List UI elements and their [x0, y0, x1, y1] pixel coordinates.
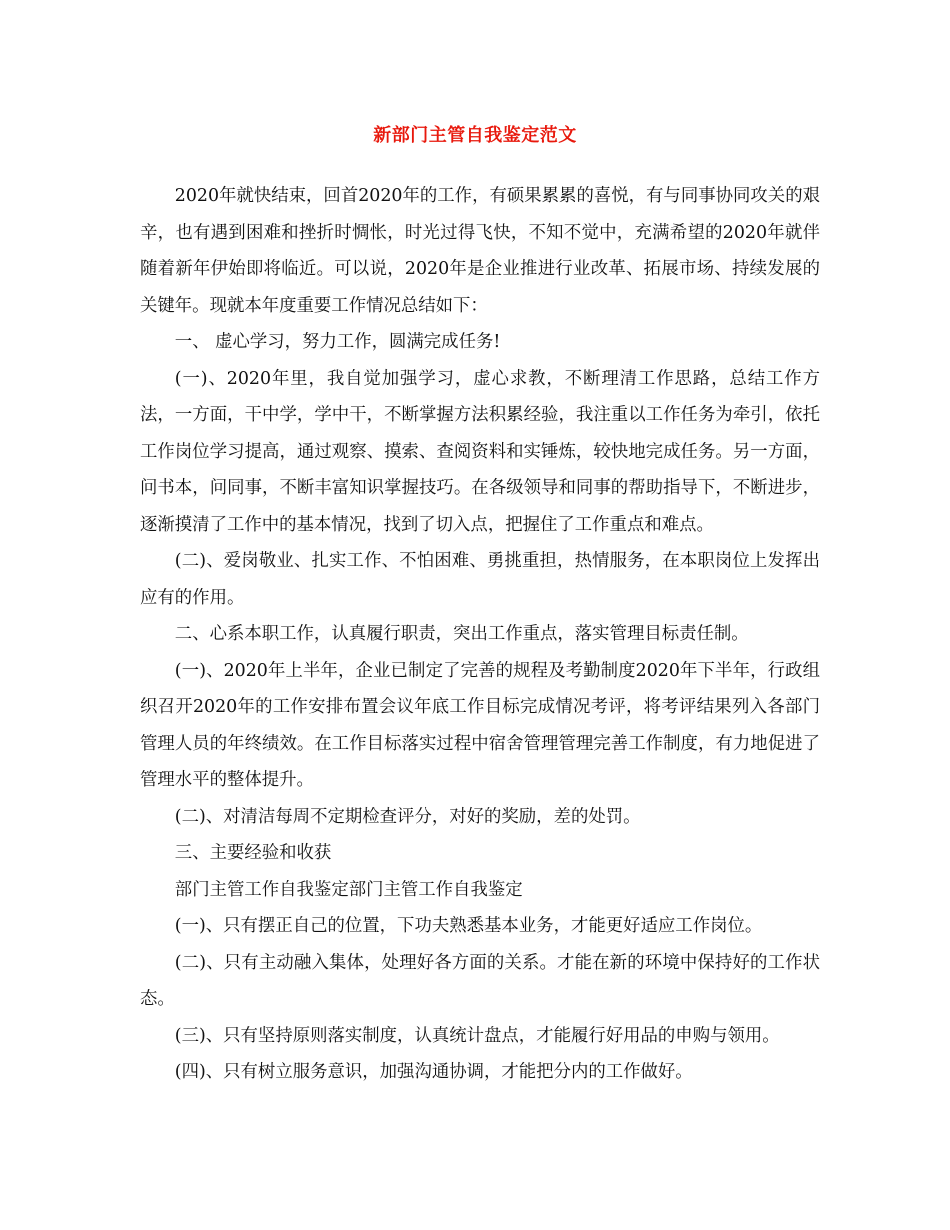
paragraph-intro: 2020年就快结束，回首2020年的工作，有硕果累累的喜悦，有与同事协同攻关的艰辛，也有遇到困难和挫折时惆怅，时光过得飞快，不知不觉中，充满希望的2020年就伴随着新年伊始即将临近。可以说，2020年是企业推进行业改革、拓展市场、持续发展的关键年。现就本年度重要工作情况总结如下： [140, 186, 820, 316]
paragraph-3-3: (三)、只有坚持原则落实制度，认真统计盘点，才能履行好用品的申购与领用。 [174, 1025, 780, 1046]
paragraph-2-1: (一)、2020年上半年，企业已制定了完善的规程及考勤制度2020年下半年，行政组织召开2020年的工作安排布置会议年底工作目标完成情况考评，将考评结果列入各部门管理人员的年终绩效。在工作目标落实过程中宿舍管理管理完善工作制度，有力地促进了管理水平的整体提升。 [140, 660, 820, 790]
document-body [140, 178, 820, 1091]
section-heading-1: 一、 虚心学习，努力工作，圆满完成任务! [174, 332, 501, 352]
paragraph-2-2: (二)、对清洁每周不定期检查评分，对好的奖励，差的处罚。 [174, 806, 641, 827]
section-heading-3: 三、主要经验和收获 [174, 843, 332, 863]
paragraph-1-2: (二)、爱岗敬业、扎实工作、不怕困难、勇挑重担，热情服务，在本职岗位上发挥出应有的作用。 [140, 551, 820, 608]
section-heading-2: 二、心系本职工作，认真履行职责，突出工作重点，落实管理目标责任制。 [174, 624, 749, 644]
document-title: 新部门主管自我鉴定范文 [373, 125, 577, 146]
paragraph-3-4: (四)、只有树立服务意识，加强沟通协调，才能把分内的工作做好。 [174, 1062, 693, 1082]
paragraph-3-subtitle: 部门主管工作自我鉴定部门主管工作自我鉴定 [174, 879, 523, 900]
paragraph-3-2: (二)、只有主动融入集体，处理好各方面的关系。才能在新的环境中保持好的工作状态。 [140, 952, 820, 1009]
paragraph-3-1: (一)、只有摆正自己的位置，下功夫熟悉基本业务，才能更好适应工作岗位。 [174, 916, 763, 936]
paragraph-1-1: (一)、2020年里，我自觉加强学习，虚心求教，不断理清工作思路，总结工作方法，一方面，干中学，学中干，不断掌握方法积累经验，我注重以工作任务为牵引，依托工作岗位学习提高，通过观察、摸索、查阅资料和实锤炼，较快地完成任务。另一方面，问书本，问同事，不断丰富知识掌握技巧。在各级领导和同事的帮助指导下，不断进步，逐渐摸清了工作中的基本情况，找到了切入点，把握住了工作重点和难点。 [140, 368, 820, 535]
